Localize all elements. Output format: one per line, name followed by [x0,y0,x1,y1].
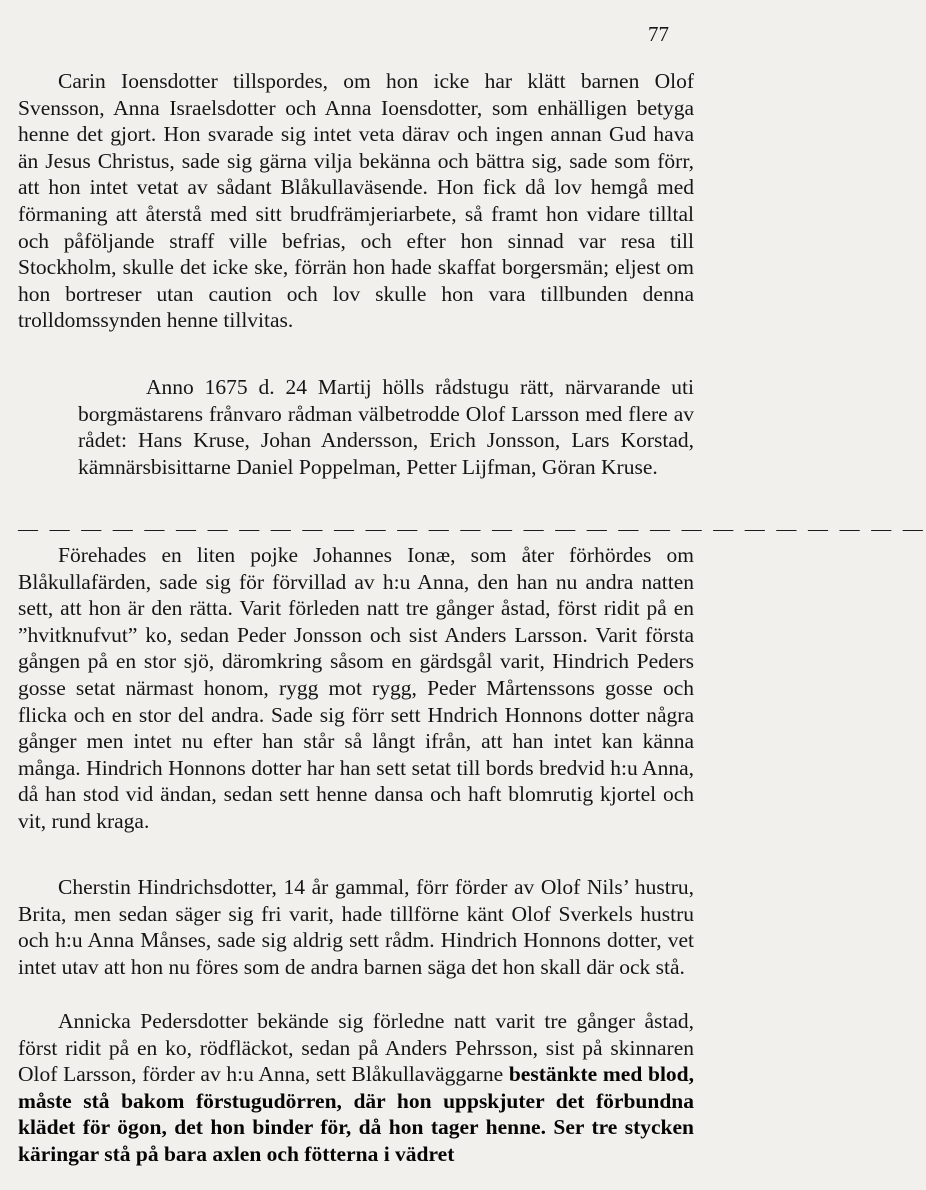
annicka-text-dark: bestänkte med blod, måste stå bakom förstugudörren, där hon uppskjuter det förbundna klädet för ögon, det hon binder för, då hon tager henne. Ser tre stycken käringar stå på bara axlen och fötterna i vädret [18,1062,695,1166]
paragraph-cherstin: Cherstin Hindrichsdotter, 14 år gammal, förr förder av Olof Nils’ hustru, Brita, men sedan säger sig fri varit, hade tillförne känt Olof Sverkels hustru och h:u Anna Månses, sade sig aldrig sett rådm. Hindrich Honnons dotter, vet intet utav att hon nu föres som de andra barnen säga det hon skall där ock stå. [18,875,694,979]
paragraph-annicka [18,1008,694,1168]
annicka-text: Annicka Pedersdotter bekände sig förledne natt varit tre gånger åstad, först ridit på en ko, rödfläckot, sedan på Anders Pehrsson, sist på skinnaren Olof Larsson, förder av h:u Anna, sett Blåkullaväggarne [18,1009,694,1087]
court-minutes-entry [78,374,694,480]
section-separator: — — — — — — — — — — — — — — — — — — — — — — — — — — — — — [18,518,926,540]
court-minutes-body: borgmästarens frånvaro rådman välbetrodde Olof Larsson med flere av rådet: Hans Kruse, Johan Andersson, Erich Jonsson, Lars Korstad, kämnärsbisittarne Daniel Poppelman, Petter Lijfman, Göran Kruse. [78,401,694,479]
paragraph-carin: Carin Ioensdotter tillspordes, om hon icke har klätt barnen Olof Svensson, Anna Israelsdotter och Anna Ioensdotter, som enhälligen betyga henne det gjort. Hon svarade sig intet veta därav och ingen annan Gud hava än Jesus Christus, sade sig gärna vilja bekänna och bättra sig, sade som förr, att hon intet vetat av sådant Blåkullaväsende. Hon fick då lov hemgå med förmaning att återstå med sitt brudfrämjeriarbete, så framt hon vidare tilltal och påföljande straff ville befrias, och efter hon sinnad var resa till Stockholm, skulle det icke ske, förrän hon hade skaffat borgersmän; eljest om hon bortreser utan caution och lov skulle hon vara tillbunden denna trolldomssynden henne tillvitas. [18,69,694,333]
page-number: 77 [648,22,669,46]
court-minutes-first-line: Anno 1675 d. 24 Martij hölls rådstugu rätt, närvarande uti [146,375,694,399]
paragraph-johannes: Förehades en liten pojke Johannes Ionæ, som åter förhördes om Blåkullafärden, sade sig för förvillad av h:u Anna, den han nu andra natten sett, att hon är den rätta. Varit förleden natt tre gånger åstad, först ridit på en ”hvitknufvut” ko, sedan Peder Jonsson och sist Anders Larsson. Varit första gången på en stor sjö, däromkring såsom en gärdsgål varit, Hindrich Peders gosse setat närmast honom, rygg mot rygg, Peder Mårtenssons gosse och flicka och en stor del andra. Sade sig förr sett Hndrich Honnons dotter några gånger men intet nu efter han står så långt ifrån, att han intet kan känna många. Hindrich Honnons dotter har han sett setat till bords bredvid h:u Anna, då han stod vid ändan, sedan sett henne dansa och haft blomrutig kjortel och vit, rund kraga. [18,543,694,833]
